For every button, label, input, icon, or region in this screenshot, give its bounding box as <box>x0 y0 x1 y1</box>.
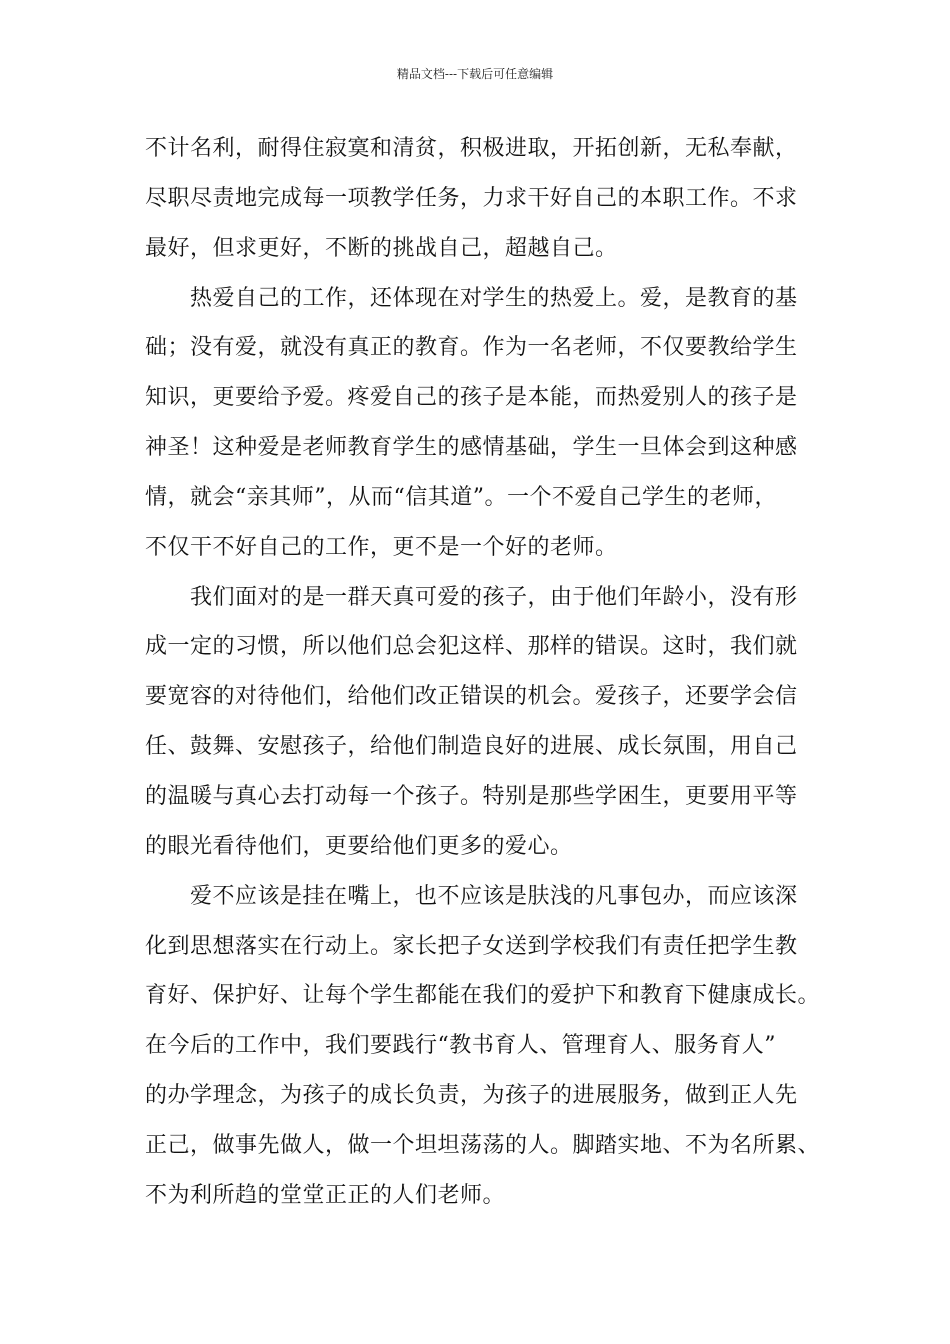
paragraph-first-line: 我们面对的是一群天真可爱的孩子，由于他们年龄小，没有形 <box>190 584 798 610</box>
text-line: 任、鼓舞、安慰孩子，给他们制造良好的进展、成长氛围，用自己 <box>145 734 798 760</box>
text-line: 在今后的工作中，我们要践行“教书育人、管理育人、服务育人” <box>145 1033 776 1059</box>
text-line: 不计名利，耐得住寂寞和清贫，积极进取，开拓创新，无私奉献， <box>145 136 798 161</box>
body-text <box>145 124 821 1221</box>
text-line: 知识，更要给予爱。疼爱自己的孩子是本能，而热爱别人的孩子是 <box>145 385 798 411</box>
text-line: 不为利所趋的堂堂正正的人们老师。 <box>145 1182 506 1208</box>
text-line: 正己，做事先做人，做一个坦坦荡荡的人。脚踏实地、不为名所累、 <box>145 1132 821 1158</box>
text-line: 尽职尽责地完成每一项教学任务，力求干好自己的本职工作。不求 <box>145 185 798 211</box>
text-line: 情，就会“亲其师”，从而“信其道”。一个不爱自己学生的老师， <box>145 484 777 510</box>
text-line: 要宽容的对待他们，给他们改正错误的机会。爱孩子，还要学会信 <box>145 684 798 710</box>
text-line: 的眼光看待他们，更要给他们更多的爱心。 <box>145 833 573 859</box>
text-line: 化到思想落实在行动上。家长把子女送到学校我们有责任把学生教 <box>145 933 798 959</box>
text-line: 成一定的习惯，所以他们总会犯这样、那样的错误。这时，我们就 <box>145 634 798 660</box>
text-line: 的温暖与真心去打动每一个孩子。特别是那些学困生，更要用平等 <box>145 783 798 809</box>
text-line: 神圣！这种爱是老师教育学生的感情基础，学生一旦体会到这种感 <box>145 435 798 461</box>
text-line: 础；没有爱，就没有真正的教育。作为一名老师，不仅要教给学生 <box>145 335 798 361</box>
page-header: 精品文档---下载后可任意编辑 <box>396 67 554 81</box>
text-line: 不仅干不好自己的工作，更不是一个好的老师。 <box>145 534 618 560</box>
text-line: 育好、保护好、让每个学生都能在我们的爱护下和教育下健康成长。 <box>145 983 821 1009</box>
text-line: 最好，但求更好，不断的挑战自己，超越自己。 <box>145 235 618 261</box>
text-line: 的办学理念，为孩子的成长负责，为孩子的进展服务，做到正人先 <box>145 1083 798 1109</box>
paragraph-first-line: 爱不应该是挂在嘴上，也不应该是肤浅的凡事包办，而应该深 <box>190 883 798 909</box>
paragraph-first-line: 热爱自己的工作，还体现在对学生的热爱上。爱，是教育的基 <box>190 285 798 311</box>
